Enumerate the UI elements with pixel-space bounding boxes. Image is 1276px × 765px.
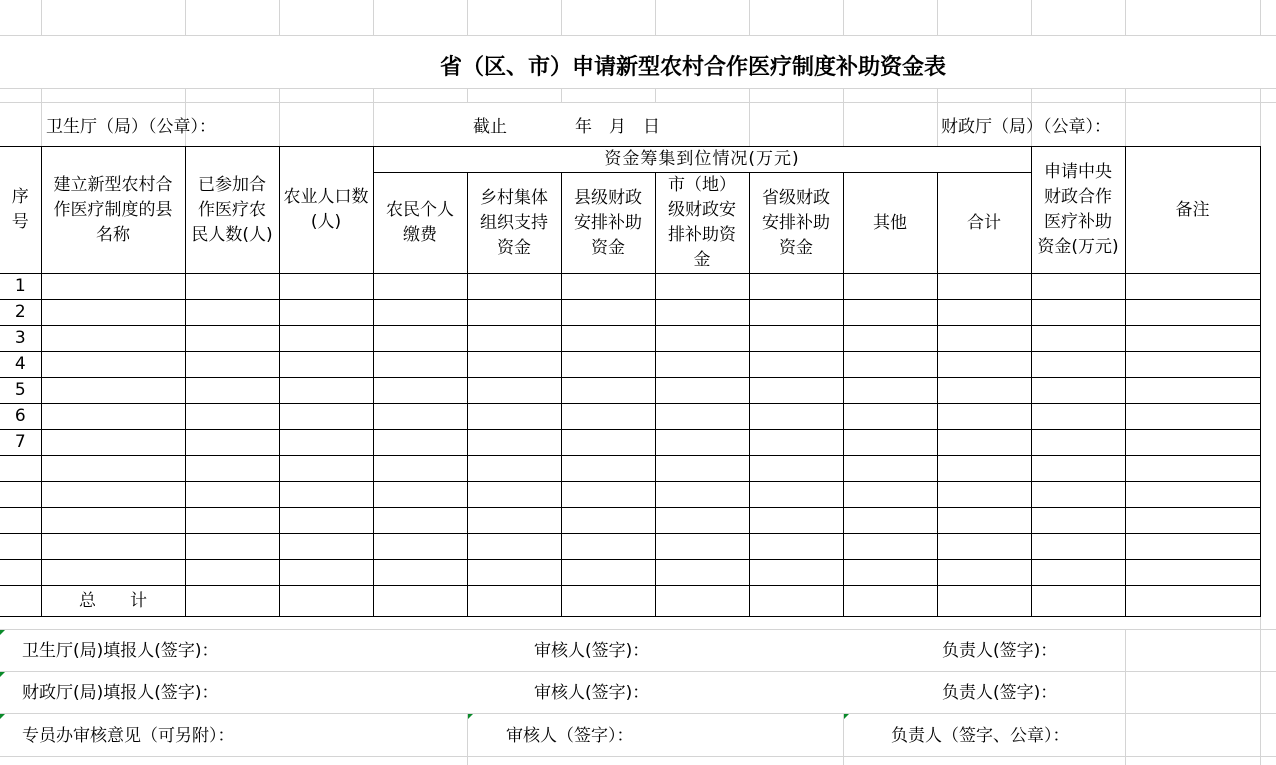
header-remarks: 备注 bbox=[1125, 147, 1260, 274]
header-county: 建立新型农村合作医疗制度的县名称 bbox=[41, 147, 185, 274]
deadline-date-label: 截止 年 月 日 bbox=[473, 117, 660, 137]
row-number: 7 bbox=[0, 430, 41, 456]
table-row bbox=[0, 378, 1260, 404]
header-farmer-contribution: 农民个人缴费 bbox=[373, 173, 467, 274]
row-number: 5 bbox=[0, 378, 41, 404]
finance-dept-seal-label: 财政厅（局）（公章）： bbox=[941, 117, 1111, 137]
finance-head-signature: 负责人(签字)： bbox=[942, 683, 1058, 703]
health-dept-seal-label: 卫生厅（局）（公章）： bbox=[46, 117, 216, 137]
table-row bbox=[0, 326, 1260, 352]
office-head-signature: 负责人（签字、公章）： bbox=[891, 726, 1070, 746]
row-number: 3 bbox=[0, 326, 41, 352]
total-label: 总 计 bbox=[41, 586, 185, 617]
row-number: 6 bbox=[0, 404, 41, 430]
header-seq: 序号 bbox=[0, 147, 41, 274]
cell-comment-marker bbox=[0, 714, 5, 719]
header-participants: 已参加合作医疗农民人数(人) bbox=[185, 147, 279, 274]
table-row bbox=[0, 482, 1260, 508]
header-funding-group: 资金筹集到位情况(万元) bbox=[373, 147, 1031, 173]
header-central-subsidy: 申请中央财政合作医疗补助资金(万元) bbox=[1031, 147, 1125, 274]
table-row bbox=[0, 274, 1260, 300]
health-filler-signature: 卫生厅(局)填报人(签字)： bbox=[22, 641, 219, 661]
office-reviewer-signature: 审核人（签字）： bbox=[506, 726, 634, 746]
row-number: 4 bbox=[0, 352, 41, 378]
finance-filler-signature: 财政厅(局)填报人(签字)： bbox=[22, 683, 219, 703]
header-province-fund: 省级财政安排补助资金 bbox=[749, 173, 843, 274]
table-row bbox=[0, 430, 1260, 456]
office-opinion-label: 专员办审核意见（可另附）： bbox=[22, 726, 235, 746]
page-title: 省（区、市）申请新型农村合作医疗制度补助资金表 bbox=[439, 55, 946, 80]
table-row bbox=[0, 404, 1260, 430]
header-city-fund: 市（地）级财政安排补助资金 bbox=[655, 173, 749, 274]
total-row bbox=[0, 586, 1260, 617]
finance-reviewer-signature: 审核人(签字)： bbox=[534, 683, 650, 703]
header-village-fund: 乡村集体组织支持资金 bbox=[467, 173, 561, 274]
table-row bbox=[0, 534, 1260, 560]
table-row bbox=[0, 352, 1260, 378]
header-agri-pop: 农业人口数(人) bbox=[279, 147, 373, 274]
table-row bbox=[0, 508, 1260, 534]
cell-comment-marker bbox=[0, 672, 5, 677]
header-county-fund: 县级财政安排补助资金 bbox=[561, 173, 655, 274]
table-row bbox=[0, 560, 1260, 586]
header-subtotal: 合计 bbox=[937, 173, 1031, 274]
table-row bbox=[0, 300, 1260, 326]
subsidy-table bbox=[0, 146, 1261, 617]
cell-comment-marker bbox=[0, 630, 5, 635]
health-head-signature: 负责人(签字)： bbox=[942, 641, 1058, 661]
health-reviewer-signature: 审核人(签字)： bbox=[534, 641, 650, 661]
row-number: 2 bbox=[0, 300, 41, 326]
table-row bbox=[0, 456, 1260, 482]
cell-comment-marker bbox=[844, 714, 849, 719]
header-other: 其他 bbox=[843, 173, 937, 274]
cell-comment-marker bbox=[468, 714, 473, 719]
row-number: 1 bbox=[0, 274, 41, 300]
